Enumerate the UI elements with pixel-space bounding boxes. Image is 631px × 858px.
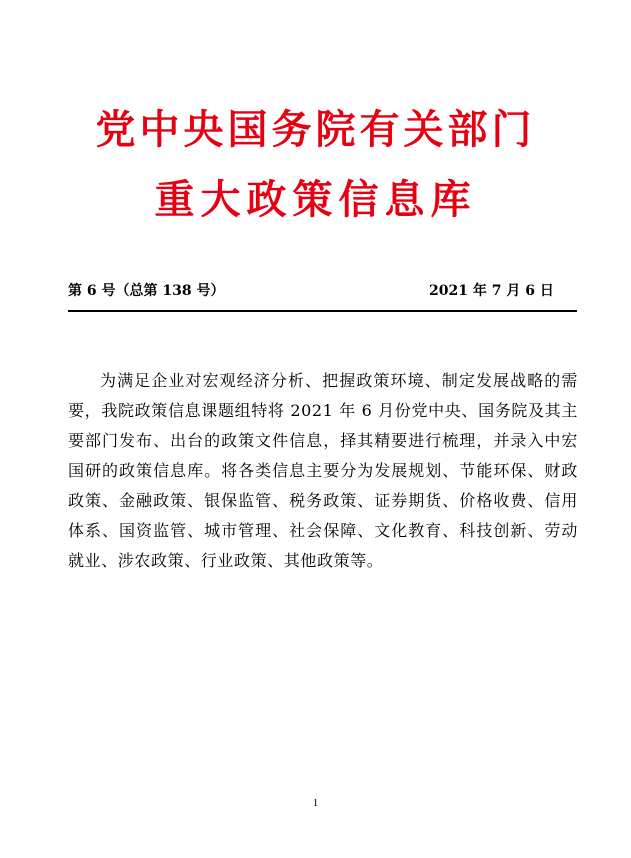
document-title-line-2: 重大政策信息库 xyxy=(154,176,477,223)
issue-date: 2021 年 7 月 6 日 xyxy=(429,283,554,299)
issue-info-row xyxy=(68,280,576,302)
issue-number: 第 6 号（总第 138 号） xyxy=(68,283,225,299)
intro-paragraph: 为满足企业对宏观经济分析、把握政策环境、制定发展战略的需要，我院政策信息课题组特将 2021 年 6 月份党中央、国务院及其主要部门发布、出台的政策文件信息，择其精要进行梳理，并录入中宏国研的政策信息库。将各类信息主要分为发展规划、节能环保、财政政策、金融政策、银保监管、税务政策、证券期货、价格收费、信用体系、国资监管、城市管理、社会保障、文化教育、科技创新、劳动就业、涉农政策、行业政策、其他政策等。 xyxy=(68,371,578,570)
page-number: 1 xyxy=(312,797,319,809)
document-title-line-1: 党中央国务院有关部门 xyxy=(95,106,536,153)
header-divider xyxy=(68,310,577,312)
